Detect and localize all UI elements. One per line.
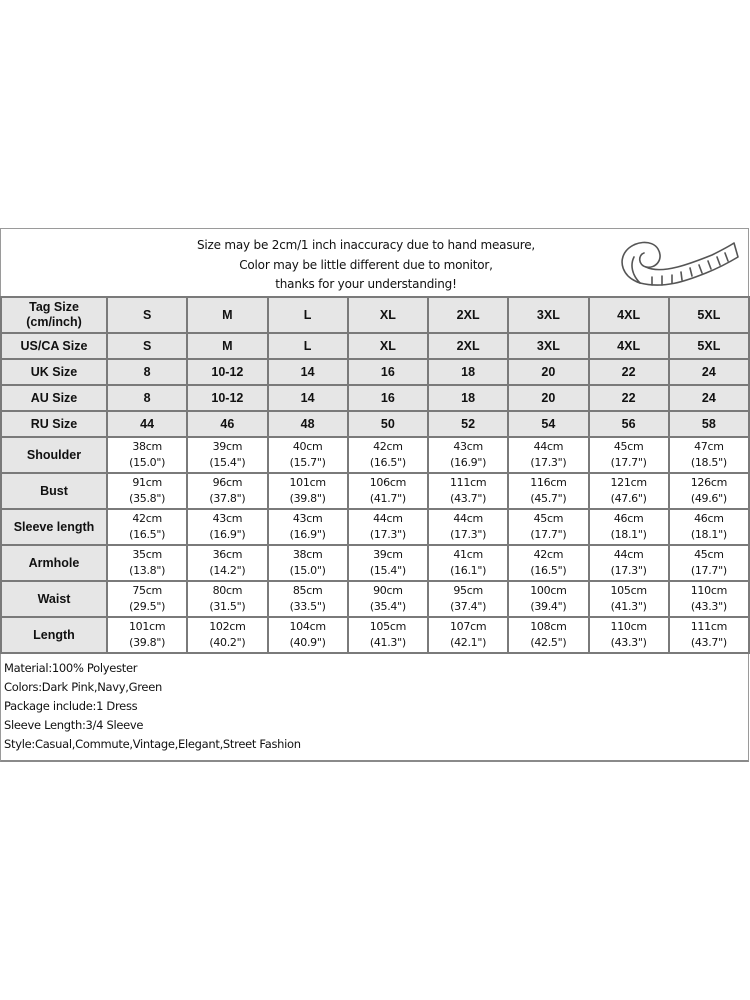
cm-value: 110cm (690, 584, 727, 597)
row-label: Sleeve length (1, 509, 107, 545)
size-cell: S (107, 333, 187, 359)
measurement-cell (187, 581, 267, 617)
measurement-cell (187, 509, 267, 545)
measurement-cell (348, 509, 428, 545)
inch-value: (49.6") (690, 492, 727, 505)
size-cell: 46 (187, 411, 267, 437)
measurement-row (1, 581, 749, 617)
size-row (1, 385, 749, 411)
measurement-cell (669, 581, 749, 617)
cm-value: 39cm (212, 440, 243, 453)
inch-value: (15.7") (289, 456, 326, 469)
cm-value: 95cm (453, 584, 483, 597)
size-row (1, 411, 749, 437)
measurement-row (1, 437, 749, 473)
measurement-cell (268, 581, 348, 617)
size-cell: 8 (107, 359, 187, 385)
row-label: AU Size (1, 385, 107, 411)
measurement-cell (669, 545, 749, 581)
cm-value: 43cm (292, 512, 323, 525)
cm-value: 38cm (132, 440, 162, 453)
cm-value: 90cm (373, 584, 403, 597)
inch-value: (35.8") (129, 492, 166, 505)
note-material: Material:100% Polyester (4, 661, 138, 675)
inch-value: (40.2") (209, 636, 246, 649)
measurement-cell (669, 509, 749, 545)
size-cell: 54 (508, 411, 588, 437)
measurement-cell (107, 509, 187, 545)
measurement-cell (268, 437, 348, 473)
cm-value: 100cm (530, 584, 567, 597)
size-cell: 20 (508, 359, 588, 385)
row-label: Shoulder (1, 437, 107, 473)
measurement-row (1, 473, 749, 509)
size-cell: 18 (428, 359, 508, 385)
size-cell: XL (348, 333, 428, 359)
notice-line: Size may be 2cm/1 inch inaccuracy due to hand measure, (196, 238, 536, 252)
row-label: Waist (1, 581, 107, 617)
measurement-cell (428, 437, 508, 473)
cm-value: 104cm (289, 620, 326, 633)
size-cell: 50 (348, 411, 428, 437)
inch-value: (17.3") (369, 528, 406, 541)
inch-value: (43.7") (690, 636, 727, 649)
cm-value: 35cm (132, 548, 162, 561)
inch-value: (15.0") (289, 564, 326, 577)
inch-value: (35.4") (369, 600, 406, 613)
size-table (0, 296, 750, 654)
inch-value: (29.5") (129, 600, 166, 613)
measurement-cell (107, 473, 187, 509)
product-notes (0, 654, 749, 762)
cm-value: 107cm (449, 620, 487, 633)
inch-value: (39.8") (129, 636, 166, 649)
inch-value: (17.7") (530, 528, 567, 541)
size-cell: 48 (268, 411, 348, 437)
cm-value: 91cm (132, 476, 162, 489)
inch-value: (17.3") (530, 456, 567, 469)
cm-value: 75cm (132, 584, 162, 597)
size-cell: 22 (589, 385, 669, 411)
measurement-cell (508, 437, 588, 473)
size-cell: 16 (348, 359, 428, 385)
measurement-cell (268, 617, 348, 653)
cm-value: 126cm (690, 476, 727, 489)
measurement-cell (348, 437, 428, 473)
size-cell: 22 (589, 359, 669, 385)
size-cell: 20 (508, 385, 588, 411)
inch-value: (16.5") (129, 528, 166, 541)
cm-value: 101cm (289, 476, 326, 489)
cm-value: 45cm (613, 440, 644, 453)
cm-value: 44cm (373, 512, 403, 525)
inch-value: (18.5") (690, 456, 727, 469)
inch-value: (39.4") (530, 600, 567, 613)
size-chart-sheet (0, 228, 749, 762)
size-cell: XL (348, 297, 428, 333)
inch-value: (14.2") (209, 564, 246, 577)
measurement-row (1, 617, 749, 653)
cm-value: 116cm (530, 476, 567, 489)
measurement-cell (428, 473, 508, 509)
measurement-cell (187, 473, 267, 509)
measurement-cell (428, 509, 508, 545)
inch-value: (41.3") (610, 600, 647, 613)
size-cell: 8 (107, 385, 187, 411)
inch-value: (16.1") (450, 564, 487, 577)
measurement-cell (589, 437, 669, 473)
row-label: Bust (1, 473, 107, 509)
measurement-cell (589, 473, 669, 509)
measurement-cell (589, 617, 669, 653)
cm-value: 110cm (610, 620, 647, 633)
measuring-tape-icon (612, 233, 742, 293)
cm-value: 47cm (694, 440, 724, 453)
size-cell: 2XL (428, 297, 508, 333)
size-cell: 24 (669, 359, 749, 385)
cm-value: 36cm (212, 548, 243, 561)
size-cell: 5XL (669, 333, 749, 359)
cm-value: 44cm (613, 548, 644, 561)
inch-value: (18.1") (610, 528, 647, 541)
inch-value: (17.3") (610, 564, 647, 577)
cm-value: 41cm (453, 548, 483, 561)
inch-value: (16.9") (289, 528, 326, 541)
measurement-cell (428, 545, 508, 581)
measurement-cell (669, 437, 749, 473)
inch-value: (43.7") (450, 492, 487, 505)
cm-value: 80cm (212, 584, 243, 597)
size-cell: M (187, 333, 267, 359)
measurement-cell (348, 581, 428, 617)
cm-value: 108cm (530, 620, 567, 633)
cm-value: 43cm (212, 512, 243, 525)
inch-value: (31.5") (209, 600, 246, 613)
size-cell: 44 (107, 411, 187, 437)
size-cell: 18 (428, 385, 508, 411)
measurement-cell (508, 545, 588, 581)
row-label: US/CA Size (1, 333, 107, 359)
size-cell: S (107, 297, 187, 333)
inch-value: (41.7") (369, 492, 406, 505)
inch-value: (42.5") (530, 636, 567, 649)
size-cell: 52 (428, 411, 508, 437)
size-cell: 14 (268, 385, 348, 411)
inch-value: (16.9") (209, 528, 246, 541)
cm-value: 45cm (533, 512, 564, 525)
inch-value: (16.5") (369, 456, 406, 469)
measurement-cell (669, 617, 749, 653)
measurement-cell (428, 581, 508, 617)
inch-value: (42.1") (450, 636, 487, 649)
size-cell: 3XL (508, 297, 588, 333)
cm-value: 44cm (533, 440, 564, 453)
note-style: Style:Casual,Commute,Vintage,Elegant,Street Fashion (4, 737, 301, 751)
size-cell: 10-12 (187, 385, 267, 411)
inch-value: (15.0") (129, 456, 166, 469)
cm-value: 106cm (369, 476, 406, 489)
cm-value: 42cm (373, 440, 403, 453)
measurement-notice (161, 236, 571, 295)
cm-value: 42cm (533, 548, 564, 561)
measurement-cell (589, 509, 669, 545)
cm-value: 46cm (613, 512, 644, 525)
measurement-cell (187, 617, 267, 653)
inch-value: (15.4") (209, 456, 246, 469)
size-cell: 16 (348, 385, 428, 411)
row-label: UK Size (1, 359, 107, 385)
measurement-cell (508, 509, 588, 545)
size-cell: 24 (669, 385, 749, 411)
measurement-cell (107, 545, 187, 581)
size-cell: 4XL (589, 333, 669, 359)
measurement-cell (268, 509, 348, 545)
inch-value: (16.9") (450, 456, 487, 469)
size-cell: M (187, 297, 267, 333)
cm-value: 39cm (373, 548, 403, 561)
inch-value: (43.3") (610, 636, 647, 649)
size-cell: 5XL (669, 297, 749, 333)
measurement-cell (428, 617, 508, 653)
cm-value: 42cm (132, 512, 162, 525)
cm-value: 40cm (292, 440, 323, 453)
cm-value: 102cm (209, 620, 246, 633)
size-cell: 10-12 (187, 359, 267, 385)
inch-value: (17.7") (610, 456, 647, 469)
cm-value: 96cm (212, 476, 243, 489)
measurement-cell (669, 473, 749, 509)
size-cell: 56 (589, 411, 669, 437)
notice-line: Color may be little different due to monitor, (239, 257, 493, 272)
inch-value: (39.8") (289, 492, 326, 505)
measurement-cell (589, 581, 669, 617)
cm-value: 101cm (128, 620, 166, 633)
measurement-cell (268, 473, 348, 509)
measurement-cell (508, 581, 588, 617)
inch-value: (33.5") (289, 600, 326, 613)
size-cell: 58 (669, 411, 749, 437)
size-row (1, 297, 749, 333)
inch-value: (40.9") (289, 636, 326, 649)
measurement-cell (187, 437, 267, 473)
cm-value: 46cm (694, 512, 724, 525)
cm-value: 111cm (449, 476, 487, 489)
inch-value: (41.3") (369, 636, 406, 649)
cm-value: 121cm (610, 476, 647, 489)
measurement-cell (508, 473, 588, 509)
size-cell: L (268, 297, 348, 333)
size-cell: 2XL (428, 333, 508, 359)
inch-value: (17.3") (450, 528, 487, 541)
cm-value: 111cm (690, 620, 727, 633)
measurement-cell (107, 581, 187, 617)
inch-value: (15.4") (369, 564, 406, 577)
size-cell: 3XL (508, 333, 588, 359)
measurement-cell (107, 437, 187, 473)
measurement-cell (348, 617, 428, 653)
size-cell: 4XL (589, 297, 669, 333)
cm-value: 85cm (292, 584, 323, 597)
cm-value: 43cm (453, 440, 483, 453)
inch-value: (16.5") (530, 564, 567, 577)
note-colors: Colors:Dark Pink,Navy,Green (4, 680, 162, 694)
size-cell: L (268, 333, 348, 359)
inch-value: (45.7") (530, 492, 567, 505)
row-label (1, 297, 107, 333)
notice-line: thanks for your understanding! (275, 277, 457, 291)
measurement-cell (348, 545, 428, 581)
cm-value: 105cm (369, 620, 406, 633)
measurement-cell (187, 545, 267, 581)
measurement-cell (508, 617, 588, 653)
row-label: Length (1, 617, 107, 653)
note-sleeve-length: Sleeve Length:3/4 Sleeve (4, 718, 144, 732)
measurement-cell (268, 545, 348, 581)
size-cell: 14 (268, 359, 348, 385)
row-label: Armhole (1, 545, 107, 581)
measurement-row (1, 545, 749, 581)
measurement-cell (107, 617, 187, 653)
row-label-line: (cm/inch) (26, 315, 82, 329)
inch-value: (13.8") (129, 564, 166, 577)
inch-value: (37.8") (209, 492, 246, 505)
size-row (1, 359, 749, 385)
measurement-cell (348, 473, 428, 509)
size-row (1, 333, 749, 359)
inch-value: (43.3") (690, 600, 727, 613)
inch-value: (47.6") (610, 492, 647, 505)
measurement-cell (589, 545, 669, 581)
measurement-row (1, 509, 749, 545)
notice-header (0, 228, 749, 296)
cm-value: 105cm (610, 584, 647, 597)
inch-value: (17.7") (690, 564, 727, 577)
note-package: Package include:1 Dress (4, 699, 138, 713)
inch-value: (37.4") (450, 600, 487, 613)
row-label: RU Size (1, 411, 107, 437)
cm-value: 45cm (694, 548, 724, 561)
row-label-line: Tag Size (29, 300, 79, 314)
cm-value: 38cm (292, 548, 323, 561)
inch-value: (18.1") (690, 528, 727, 541)
cm-value: 44cm (453, 512, 483, 525)
